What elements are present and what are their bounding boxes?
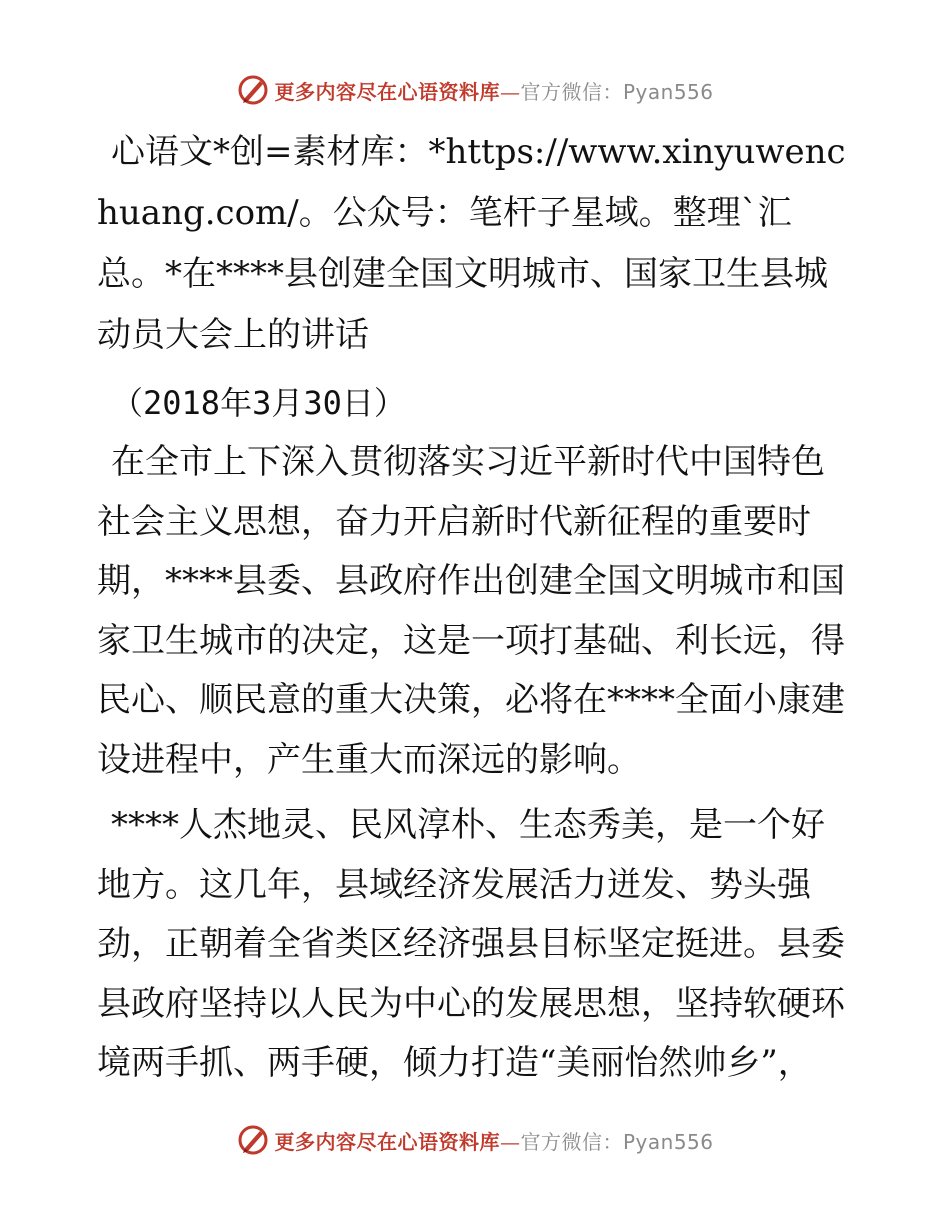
footer-banner-wechat-id: Pyan556 [622, 1129, 714, 1154]
paragraph-2: ****人杰地灵、民风淳朴、生态秀美，是一个好地方。这几年，县域经济发展活力迸发、势头强劲，正朝着全省类区经济强县目标坚定挺进。县委县政府坚持以人民为中心的发展思想，坚持软硬环境两手抓、两手硬，倾力打造“美丽怡然帅乡”， [97, 805, 845, 1083]
pen-logo-icon [236, 1123, 270, 1157]
header-banner-dash: — [499, 79, 521, 104]
footer-banner-wechat-label: 官方微信： [520, 1129, 623, 1154]
pen-logo-icon [236, 73, 270, 107]
header-banner-title: 更多内容尽在心语资料库 [274, 79, 500, 104]
footer-banner-title: 更多内容尽在心语资料库 [274, 1129, 500, 1154]
header-banner-wechat-label: 官方微信： [520, 79, 623, 104]
footer-banner [0, 1120, 950, 1160]
footer-banner-dash: — [499, 1129, 521, 1154]
paragraph-1: 在全市上下深入贯彻落实习近平新时代中国特色社会主义思想，奋力开启新时代新征程的重要时期，****县委、县政府作出创建全国文明城市和国家卫生城市的决定，这是一项打基础、利长远，得民心、顺民意的重大决策，必将在****全面小康建设进程中，产生重大而深远的影响。 [97, 442, 845, 780]
header-banner [0, 70, 950, 110]
header-banner-wechat-id: Pyan556 [622, 79, 714, 104]
speech-date: （2018年3月30日） [111, 384, 406, 422]
document-intro-title: 心语文*创=素材库：*https://www.xinyuwenchuang.com/。公众号：笔杆子星域。整理`汇总。*在****县创建全国文明城市、国家卫生县城动员大会上的讲话 [97, 132, 846, 355]
document-body [97, 122, 857, 1094]
